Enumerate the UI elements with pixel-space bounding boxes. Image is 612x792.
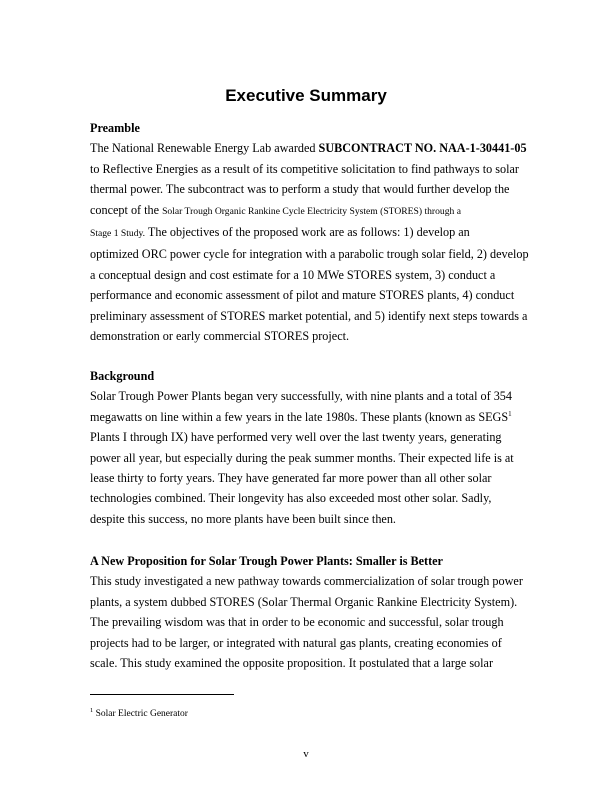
footnote-mark: 1 <box>90 707 94 714</box>
proposition-line-4: projects had to be larger, or integrated with natural gas plants, creating economies of <box>90 635 502 650</box>
preamble-heading: Preamble <box>90 121 140 135</box>
proposition-line-5: scale. This study examined the opposite proposition. It postulated that a large solar <box>90 656 494 671</box>
background-section <box>90 366 530 529</box>
background-paragraph <box>90 386 530 529</box>
preamble-line-10: demonstration or early commercial STORES project. <box>90 329 350 344</box>
proposition-section <box>90 551 530 673</box>
footnote <box>90 708 188 720</box>
stage-1-study: Stage 1 Study. <box>90 228 146 240</box>
preamble-line-9: preliminary assessment of STORES market potential, and 5) identify next steps towards a <box>90 308 528 323</box>
background-heading: Background <box>90 369 155 383</box>
background-line-2: megawatts on line within a few years in the late 1980s. These plants (known as SEGS <box>90 409 509 424</box>
page-number: v <box>303 748 309 760</box>
proposition-line-2: plants, a system dubbed STORES (Solar Thermal Organic Rankine Electricity System). <box>90 594 518 609</box>
proposition-line-3: The prevailing wisdom was that in order to be economic and successful, solar trough <box>90 615 504 630</box>
preamble-line-3: thermal power. The subcontract was to perform a study that would further develop the <box>90 182 510 197</box>
stores-system-name: Solar Trough Organic Rankine Cycle Electricity System (STORES) through a <box>162 205 461 217</box>
preamble-line-6: optimized ORC power cycle for integration with a parabolic trough solar field, 2) develop <box>90 247 529 262</box>
preamble-line-4a: concept of the <box>90 202 163 217</box>
proposition-heading: A New Proposition for Solar Trough Power Plants: Smaller is Better <box>90 554 443 568</box>
footnote-divider <box>90 694 234 695</box>
preamble-section <box>90 118 530 346</box>
subcontract-number: SUBCONTRACT NO. NAA-1-30441-05 <box>318 141 527 156</box>
proposition-line-1: This study investigated a new pathway towards commercialization of solar trough power <box>90 574 523 589</box>
background-line-6: technologies combined. Their longevity has also exceeded most other solar. Sadly, <box>90 491 492 506</box>
preamble-line-7: a conceptual design and cost estimate for a 10 MWe STORES system, 3) conduct a <box>90 267 496 282</box>
background-line-5: lease thirty to forty years. They have generated far more power than all other solar <box>90 471 492 486</box>
preamble-line-1a: The National Renewable Energy Lab awarded <box>90 141 319 156</box>
footnote-reference[interactable]: 1 <box>508 409 512 418</box>
page-title: Executive Summary <box>225 86 387 105</box>
preamble-line-5b: The objectives of the proposed work are as follows: 1) develop an <box>145 225 470 240</box>
background-line-7: despite this success, no more plants have been built since then. <box>90 511 396 526</box>
proposition-paragraph <box>90 571 530 673</box>
background-line-4: power all year, but especially during the peak summer months. Their expected life is at <box>90 450 514 465</box>
background-line-3: Plants I through IX) have performed very well over the last twenty years, generating <box>90 430 502 445</box>
preamble-line-8: performance and economic assessment of pilot and mature STORES plants, 4) conduct <box>90 288 515 303</box>
preamble-paragraph <box>90 138 530 346</box>
footnote-text: Solar Electric Generator <box>95 709 188 719</box>
background-line-1: Solar Trough Power Plants began very successfully, with nine plants and a total of 354 <box>90 389 512 404</box>
preamble-line-2: to Reflective Energies as a result of its competitive solicitation to find pathways to solar <box>90 161 519 176</box>
